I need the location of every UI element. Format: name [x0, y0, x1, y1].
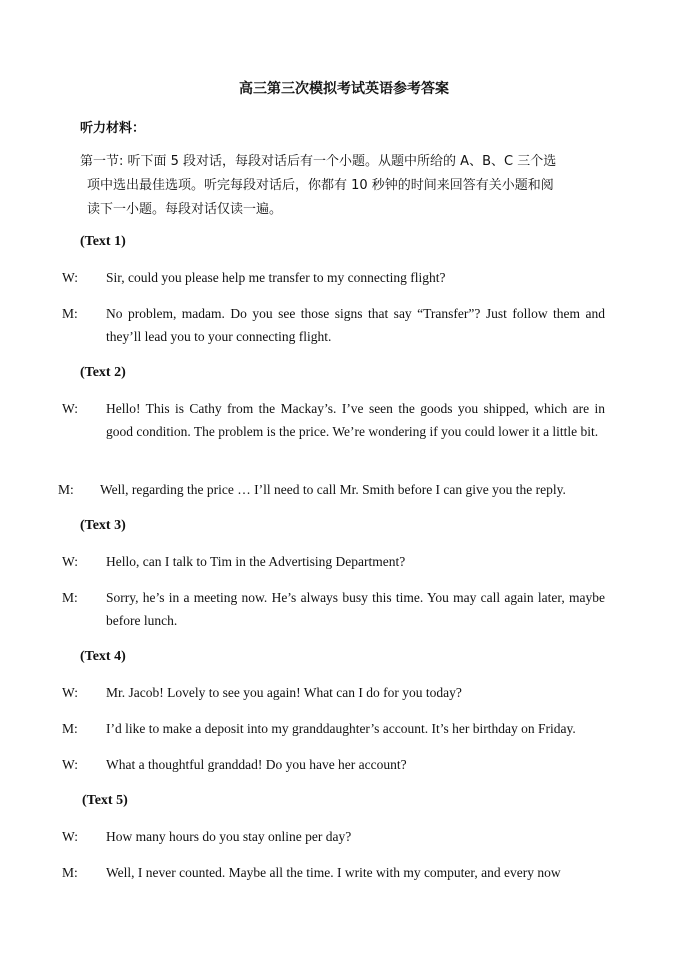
section-heading: 听力材料： — [80, 121, 146, 136]
text-label: (Text 4) — [80, 649, 126, 664]
speaker: W: — [62, 270, 78, 285]
intro-paragraph — [80, 150, 608, 222]
speaker: M: — [58, 482, 74, 497]
speaker: W: — [62, 757, 78, 772]
dialogue-line — [62, 398, 605, 443]
dialogue-line — [62, 826, 605, 849]
speaker: M: — [62, 590, 78, 605]
speaker: M: — [62, 306, 78, 321]
speaker: W: — [62, 554, 78, 569]
speaker: W: — [62, 685, 78, 700]
utterance: I’d like to make a deposit into my granddaughter’s account. It’s her birthday on Friday. — [106, 721, 576, 736]
text-label: (Text 2) — [80, 365, 126, 380]
dialogue-line — [62, 682, 605, 705]
dialogue-line — [58, 479, 604, 502]
utterance: Sir, could you please help me transfer to my connecting flight? — [106, 270, 446, 285]
dialogue-line — [62, 267, 605, 290]
text-label: (Text 5) — [82, 793, 128, 808]
dialogue-line — [62, 862, 605, 885]
dialogue-line — [62, 587, 605, 632]
dialogue-line — [62, 718, 605, 741]
dialogue-line — [62, 551, 605, 574]
intro-line: 第一节: 听下面 5 段对话，每段对话后有一个小题。从题中所给的 A、B、C 三个选 — [80, 154, 557, 169]
speaker: W: — [62, 829, 78, 844]
utterance: Well, I never counted. Maybe all the time. I write with my computer, and every now — [106, 865, 561, 880]
utterance: What a thoughtful granddad! Do you have her account? — [106, 757, 407, 772]
utterance: Well, regarding the price … I’ll need to call Mr. Smith before I can give you the reply. — [100, 482, 566, 497]
utterance: How many hours do you stay online per day? — [106, 829, 352, 844]
speaker: M: — [62, 721, 78, 736]
speaker: W: — [62, 401, 78, 416]
utterance: Sorry, he’s in a meeting now. He’s always busy this time. You may call again later, maybe before lunch. — [106, 590, 605, 628]
page-title: 高三第三次模拟考试英语参考答案 — [239, 81, 449, 97]
speaker: M: — [62, 865, 78, 880]
dialogue-line — [62, 303, 605, 348]
dialogue-line — [62, 754, 605, 777]
text-label: (Text 1) — [80, 234, 126, 249]
intro-line: 项中选出最佳选项。听完每段对话后，你都有 10 秒钟的时间来回答有关小题和阅 — [87, 178, 554, 193]
utterance: No problem, madam. Do you see those signs that say “Transfer”? Just follow them and they’ll lead you to your connecting flight. — [106, 306, 605, 344]
utterance: Mr. Jacob! Lovely to see you again! What can I do for you today? — [106, 685, 462, 700]
utterance: Hello, can I talk to Tim in the Advertising Department? — [106, 554, 406, 569]
utterance: Hello! This is Cathy from the Mackay’s. I’ve seen the goods you shipped, which are in good condition. The problem is the price. We’re wondering if you could lower it a little bit. — [106, 401, 605, 439]
intro-line: 读下一小题。每段对话仅读一遍。 — [87, 202, 283, 217]
text-label: (Text 3) — [80, 518, 126, 533]
